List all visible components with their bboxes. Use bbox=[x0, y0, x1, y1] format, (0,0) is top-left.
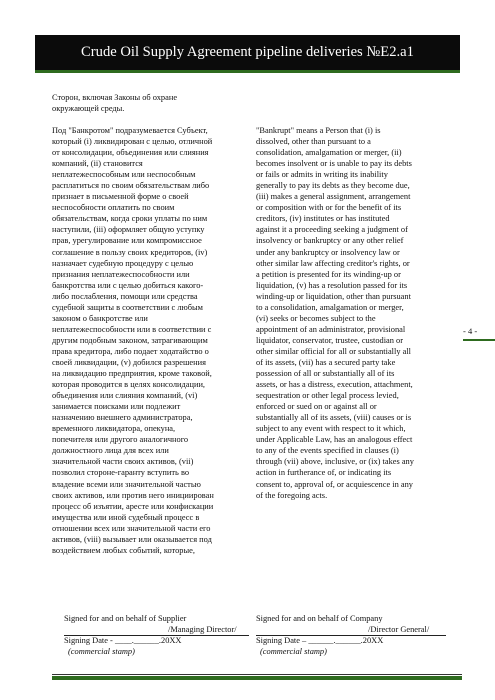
russian-text-line: расплатиться по своим обязательствам либо bbox=[52, 181, 210, 191]
english-text-line: liquidator, conservator, trustee, custodian or bbox=[256, 335, 404, 345]
russian-text-line: должностного лица для всех или bbox=[52, 446, 169, 456]
intro-line: Сторон, включая Законы об охране bbox=[52, 93, 178, 102]
english-text-line: (iii) makes a general assignment, arrangement bbox=[256, 192, 411, 202]
russian-text-line: владение всеми или значительной частью bbox=[52, 479, 201, 489]
english-text-line: appointment of an administrator, provisional bbox=[256, 324, 406, 334]
english-text-line: (vi) seeks or becomes subject to the bbox=[256, 313, 376, 323]
english-text-line: under Applicable Law, has an analogous effect bbox=[256, 435, 413, 445]
russian-text-line: неплатежеспособности или в соответствии с bbox=[52, 324, 212, 334]
supplier-commercial-stamp: (commercial stamp) bbox=[68, 646, 135, 656]
intro-line: окружающей среды. bbox=[52, 104, 125, 113]
english-text-line: becomes insolvent or is unable to pay its debts bbox=[256, 159, 412, 169]
russian-text-line: своих активов, или против него инициирован bbox=[52, 490, 214, 500]
footer-accent-bar bbox=[52, 676, 462, 680]
russian-text-line: занимается поисками или подлежит bbox=[52, 402, 181, 412]
russian-text-line: другим подобным законом, затрагивающим bbox=[52, 335, 208, 345]
russian-text-line: компаний, (ii) становится bbox=[52, 159, 143, 169]
russian-text-line: наступили, (iii) оформляет общую уступку bbox=[52, 225, 205, 235]
russian-text-line: законом о банкротстве или bbox=[52, 313, 148, 323]
company-signing-date: Signing Date – ______.______.20XX bbox=[256, 636, 384, 646]
russian-text-line: отношении всех или значительной части его bbox=[52, 523, 211, 533]
english-text-line: or composition with or for the benefit of its bbox=[256, 203, 402, 213]
english-text-line: "Bankrupt" means a Person that (i) is bbox=[256, 126, 381, 135]
english-text-line: under any bankruptcy or insolvency law or bbox=[256, 247, 400, 257]
english-text-line: substantially all of its assets, (viii) causes or is bbox=[256, 413, 412, 423]
russian-text-line: значительной части своих активов, (vii) bbox=[52, 457, 194, 467]
english-text-line: winding-up or liquidation, other than pursuant bbox=[256, 291, 411, 301]
english-text-line: creditors, (iv) institutes or has instituted bbox=[256, 214, 390, 224]
english-text-line: subject to any event with respect to it which, bbox=[256, 424, 406, 434]
russian-text-line: процесс об изъятии, аресте или конфискации bbox=[52, 501, 214, 511]
company-signature-block bbox=[256, 614, 446, 657]
russian-text-line: соглашение в пользу своих кредиторов, (iv) bbox=[52, 247, 208, 257]
english-text-line: against it a proceeding seeking a judgment of bbox=[256, 225, 408, 235]
russian-text-line: имущества или иной судебный процесс в bbox=[52, 512, 200, 522]
russian-text-line: назначает судебную процедуру с целью bbox=[52, 258, 194, 268]
intro-paragraph bbox=[52, 92, 252, 114]
russian-text-line: банкротства или с целью добиться какого- bbox=[52, 280, 204, 290]
english-text-line: of its assets, (vii) has a secured party take bbox=[256, 357, 396, 367]
english-text-line: dissolved, other than pursuant to a bbox=[256, 137, 371, 147]
russian-text-line: временного ликвидатора, опекуна, bbox=[52, 424, 176, 434]
supplier-role-line bbox=[64, 625, 249, 637]
english-text-line: generally to pay its debts as they become due, bbox=[256, 181, 410, 191]
russian-text-line: права кредитора, либо подает ходатайство о bbox=[52, 346, 209, 356]
russian-text-line: которая проводится в целях консолидации, bbox=[52, 380, 206, 390]
russian-text-line: Под "Банкротом" подразумевается Субъект, bbox=[52, 126, 208, 135]
english-text-line: through (vii) above, inclusive, or (ix) takes any bbox=[256, 457, 414, 467]
supplier-signing-date: Signing Date - ____.______.20XX bbox=[64, 636, 182, 646]
english-text-line: sequestration or other legal process levied, bbox=[256, 391, 399, 401]
company-role-line bbox=[256, 625, 446, 637]
english-text-line: to a consolidation, amalgamation or merger, bbox=[256, 302, 404, 312]
russian-text-line: неспособности оплатить по своим bbox=[52, 203, 175, 213]
russian-text-line: воздействием любых событий, которые, bbox=[52, 545, 195, 555]
english-text-line: possession of all or substantially all of its bbox=[256, 369, 395, 379]
company-role: /Director General/ bbox=[368, 624, 430, 634]
supplier-role: /Managing Director/ bbox=[168, 624, 237, 634]
page-number-rule bbox=[463, 339, 495, 341]
russian-text-line: прав, урегулирование или компромиссное bbox=[52, 236, 202, 246]
russian-text-line: признает в письменной форме о своей bbox=[52, 192, 189, 202]
russian-text-line: от консолидации, объединения или слияния bbox=[52, 148, 209, 158]
english-text-line: liquidation, (v) has a resolution passed for its bbox=[256, 280, 408, 290]
russian-text-line: на ликвидацию предприятия, кроме таковой, bbox=[52, 369, 212, 379]
russian-text-line: назначению внешнего администратора, bbox=[52, 413, 193, 423]
english-text-line: insolvency or bankruptcy or any other relief bbox=[256, 236, 404, 246]
english-text-line: assets, or has a distress, execution, attachment, bbox=[256, 380, 413, 390]
russian-text-line: объединения или слияния компаний, (vi) bbox=[52, 391, 198, 401]
supplier-signature-heading: Signed for and on behalf of Supplier bbox=[64, 614, 187, 623]
company-commercial-stamp: (commercial stamp) bbox=[260, 646, 327, 656]
english-text-line: of the foregoing acts. bbox=[256, 490, 328, 500]
russian-text-line: признания неплатежеспособности или bbox=[52, 269, 190, 279]
russian-text-line: активов, (viii) вызывает или оказывается под bbox=[52, 534, 212, 544]
russian-text-line: позволил стороне-гаранту вступить во bbox=[52, 468, 190, 478]
russian-text-line: своей ликвидации, (v) добился разрешения bbox=[52, 357, 206, 367]
page-number: - 4 - bbox=[463, 326, 478, 336]
document-title: Crude Oil Supply Agreement pipeline deliveries №E2.a1 bbox=[81, 44, 414, 60]
english-text-line: to any of the events specified in clauses (i) bbox=[256, 446, 399, 456]
english-text-line: action in furtherance of, or indicating its bbox=[256, 468, 392, 478]
company-signature-heading: Signed for and on behalf of Company bbox=[256, 614, 383, 623]
english-text-line: consent to, approval of, or acquiescence in any bbox=[256, 479, 413, 489]
russian-text-line: который (i) ликвидирован с целью, отличной bbox=[52, 137, 213, 147]
russian-definition-column bbox=[52, 125, 257, 556]
russian-text-line: попечителя или другого аналогичного bbox=[52, 435, 189, 445]
russian-text-line: судебной защиты в соответствии с любым bbox=[52, 302, 203, 312]
english-definition-column bbox=[256, 125, 461, 501]
supplier-signature-block bbox=[64, 614, 249, 657]
english-text-line: other similar law affecting creditor's rights, or bbox=[256, 258, 410, 268]
english-text-line: a petition is presented for its winding-up or bbox=[256, 269, 401, 279]
russian-text-line: неплатежеспособным или неспособным bbox=[52, 170, 196, 180]
english-text-line: enforced or sued on or against all or bbox=[256, 402, 377, 412]
document-title-bar bbox=[35, 35, 460, 73]
russian-text-line: либо послабления, помощи или средства bbox=[52, 291, 198, 301]
footer-rule bbox=[52, 674, 462, 675]
english-text-line: other similar official for all or substantially all bbox=[256, 346, 411, 356]
russian-text-line: обязательствам, когда сроки уплаты по ним bbox=[52, 214, 208, 224]
english-text-line: consolidation, amalgamation or merger, (ii) bbox=[256, 148, 402, 158]
english-text-line: or fails or admits in writing its inability bbox=[256, 170, 388, 180]
